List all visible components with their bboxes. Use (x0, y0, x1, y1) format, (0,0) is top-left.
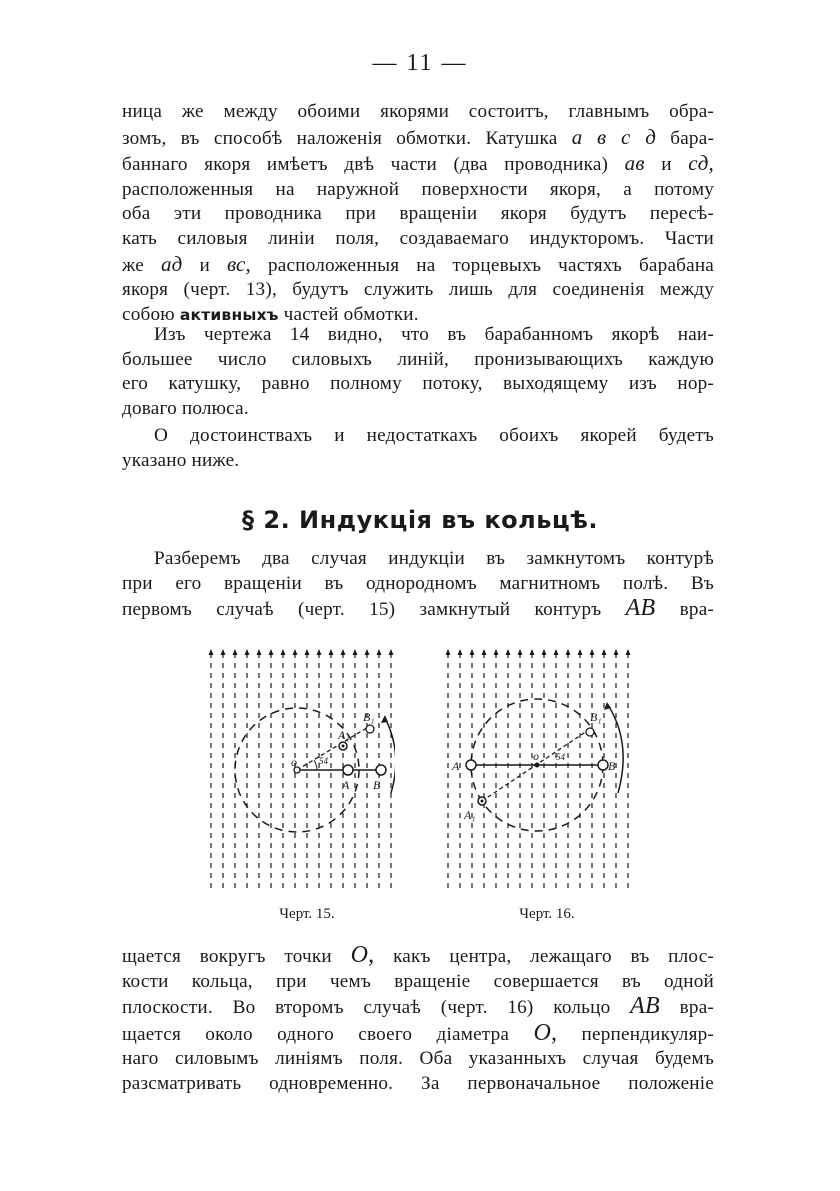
text-line: зомъ, въ способѣ наложенія обмотки. Катушка (122, 127, 558, 149)
text-line: бара- (670, 127, 715, 149)
text-line: разсматривать одновременно. За первоначальное положеніе (122, 1072, 714, 1094)
formula-ab: ав (624, 151, 645, 176)
field-arrows (209, 649, 394, 655)
point-A1-dot (481, 800, 484, 803)
label-angle: 54 (319, 756, 328, 766)
paragraph-4 (122, 547, 714, 623)
formula-AB: AB (625, 595, 656, 622)
text-line: какъ центра, лежащаго въ плос- (393, 946, 715, 967)
label-A: A (342, 778, 350, 792)
text-line: при его вращеніи въ однородномъ магнитномъ полѣ. Въ (122, 572, 714, 594)
text-line: частей обмотки. (283, 303, 419, 325)
label-angle: 54 (556, 752, 565, 762)
text-line: большее число силовыхъ линій, пронизывающихъ каждую (122, 348, 714, 370)
section-title: § 2. Индукція въ кольцѣ. (242, 506, 598, 534)
text-line: его катушку, равно полному потоку, выходящему изъ нор- (122, 373, 714, 395)
text-line: и (199, 254, 210, 276)
text-line: перпендикуляр- (581, 1023, 714, 1045)
label-A1: A₁ (464, 808, 476, 822)
point-B1 (586, 728, 594, 736)
label-center: o (533, 749, 539, 763)
point-B1 (366, 725, 374, 733)
formula-O: O, (533, 1019, 558, 1046)
text-line: Разберемъ два случая индукціи въ замкнутомъ контурѣ (154, 548, 714, 569)
text-line: вра- (679, 599, 715, 621)
caption-figure-15: Черт. 15. (279, 906, 335, 922)
text-line: щается вокругъ точки (122, 946, 332, 967)
paragraph-3 (122, 424, 714, 473)
label-A: A (452, 759, 460, 773)
label-B1: B₁ (590, 710, 602, 724)
text-line: Изъ чертежа 14 видно, что въ барабанномъ якорѣ наи- (154, 324, 714, 345)
center-point (535, 763, 540, 768)
point-B (598, 760, 608, 770)
field-arrows (446, 649, 631, 655)
text-line: оба эти проводника при вращеніи якоря будутъ пересѣ- (122, 203, 714, 225)
text-line: кать силовыя линіи поля, создаваемаго индукторомъ. Части (122, 227, 714, 249)
rotation-arrow (608, 705, 623, 793)
paragraph-1 (122, 100, 714, 327)
formula-AB: AB (630, 993, 660, 1020)
formula-O: O, (350, 942, 375, 968)
text-line: собою (122, 303, 175, 325)
angle-arc (314, 760, 317, 770)
text-line: и (661, 154, 672, 176)
text-line: щается около одного своего діаметра (122, 1023, 510, 1045)
text-line: плоскости. Во второмъ случаѣ (черт. 16) кольцо (122, 997, 611, 1019)
text-line: якоря (черт. 13), будутъ служить лишь для соединенія между (122, 279, 714, 301)
label-B: B (373, 778, 381, 792)
text-line: расположенныя на наружной поверхности якоря, а потому (122, 178, 714, 200)
rotation-arrow (385, 718, 395, 793)
paragraph-2 (122, 323, 714, 421)
figure-15 (205, 643, 395, 893)
bold-word-active: активныхъ (179, 305, 279, 324)
text-line: вра- (679, 997, 715, 1019)
caption-figure-16: Черт. 16. (519, 906, 575, 922)
paragraph-5 (122, 943, 714, 1097)
formula-cd: сд, (688, 151, 714, 176)
point-A (466, 760, 476, 770)
text-line: баннаго якоря имѣетъ двѣ части (два проводника) (122, 154, 609, 176)
label-B: B (608, 759, 616, 773)
point-B (376, 765, 386, 775)
text-line: расположенныя на торцевыхъ частяхъ барабана (268, 254, 715, 276)
field-lines (448, 653, 628, 888)
label-A1: A₁ (338, 728, 350, 742)
point-A1-dot (342, 745, 345, 748)
figure-16 (440, 643, 640, 893)
text-line: наго силовымъ линіямъ поля. Оба указанныхъ случая будемъ (122, 1048, 714, 1070)
formula-abcd: а в с д (571, 124, 657, 149)
text-line: ница же между обоими якорями состоитъ, главнымъ обра- (122, 101, 714, 122)
text-line: доваго полюса. (122, 397, 249, 419)
text-line: О достоинствахъ и недостаткахъ обоихъ якорей будетъ (154, 425, 714, 446)
text-line: кости кольца, при чемъ вращеніе совершается въ одной (122, 970, 714, 992)
rotation-arrow-head (381, 715, 388, 723)
text-line: первомъ случаѣ (черт. 15) замкнутый контуръ (122, 599, 602, 621)
label-center: o (291, 755, 297, 769)
text-line: указано ниже. (122, 449, 240, 471)
text-line: же (122, 254, 144, 276)
page-number: — 11 — (372, 50, 468, 76)
label-B1: B₁ (363, 710, 375, 724)
formula-bc: вс, (226, 251, 251, 276)
point-A (343, 765, 353, 775)
formula-ad: ад (160, 251, 183, 276)
